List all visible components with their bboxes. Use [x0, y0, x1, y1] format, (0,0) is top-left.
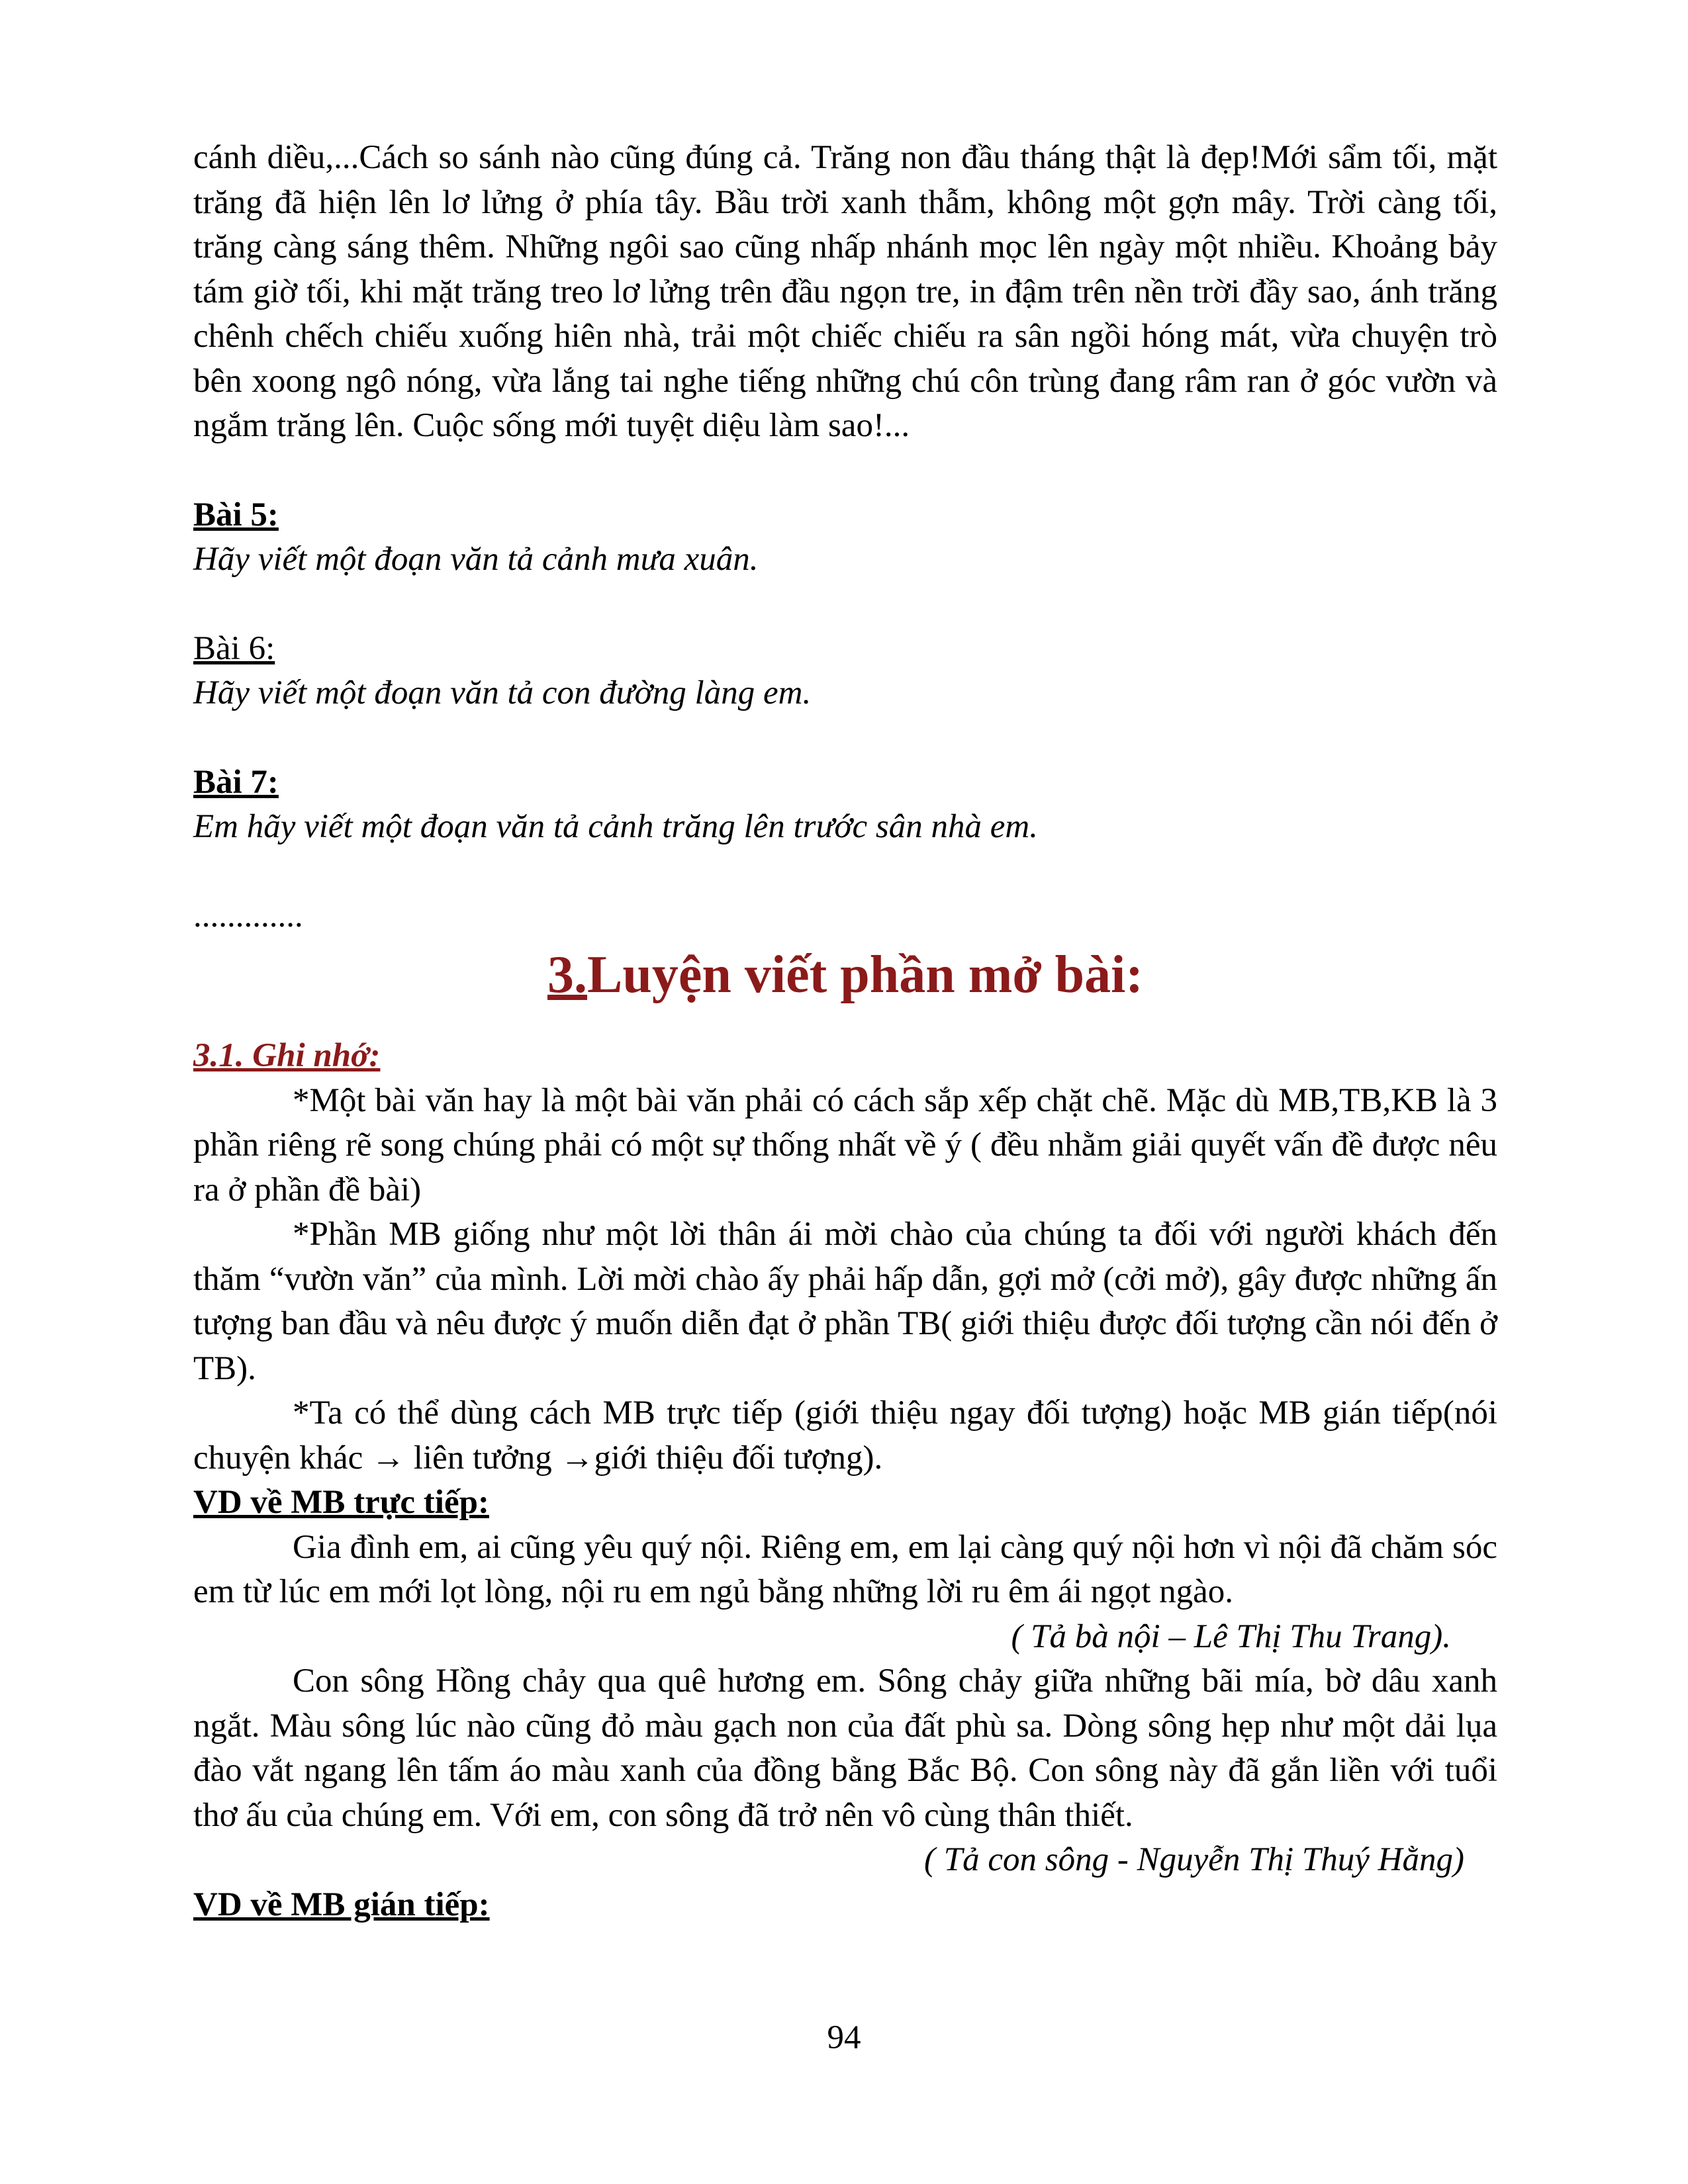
indirect-example-label: VD về MB gián tiếp: — [193, 1886, 490, 1923]
document-page — [193, 136, 1497, 1927]
exercise-6-prompt: Hãy viết một đoạn văn tả con đường làng em. — [193, 674, 812, 711]
intro-paragraph: cánh diều,...Cách so sánh nào cũng đúng cả. Trăng non đầu tháng thật là đẹp!Mới sẩm tối, mặt trăng đã hiện lên lơ lửng ở phía tây. Bầu trời xanh thẫm, không một gợn mây. Trời càng tối, trăng càng sáng thêm. Những ngôi sao cũng nhấp nhánh mọc lên ngày một nhiều. Khoảng bảy tám giờ tối, khi mặt trăng treo lơ lửng trên đầu ngọn tre, in đậm trên nền trời đầy sao, ánh trăng chênh chếch chiếu xuống hiên nhà, trải một chiếc chiếu ra sân ngồi hóng mát, vừa chuyện trò bên xoong ngô nóng, vừa lắng tai nghe tiếng những chú côn trùng đang râm ran ở góc vườn và ngắm trăng lên. Cuộc sống mới tuyệt diệu làm sao!... — [193, 139, 1497, 444]
section-title: Luyện viết phần mở bài: — [587, 946, 1143, 1004]
section-number: 3. — [547, 946, 587, 1004]
exercise-5-prompt: Hãy viết một đoạn văn tả cảnh mưa xuân. — [193, 541, 759, 578]
exercise-7-prompt: Em hãy viết một đoạn văn tả cảnh trăng lên trước sân nhà em. — [193, 808, 1038, 845]
page-number: 94 — [827, 2019, 861, 2056]
note-3: *Ta có thể dùng cách MB trực tiếp (giới thiệu ngay đối tượng) hoặc MB gián tiếp(nói chuyện khác → liên tưởng →giới thiệu đối tượng). — [193, 1394, 1497, 1477]
direct-example-1-citation: ( Tả bà nội – Lê Thị Thu Trang). — [1011, 1617, 1451, 1655]
subsection-label: 3.1. Ghi nhớ: — [193, 1037, 381, 1074]
direct-example-1: Gia đình em, ai cũng yêu quý nội. Riêng em, em lại càng quý nội hơn vì nội đã chăm sóc em từ lúc em mới lọt lòng, nội ru em ngủ bằng những lời ru êm ái ngọt ngào. — [193, 1528, 1497, 1610]
exercise-7-label: Bài 7: — [193, 763, 279, 801]
section-heading — [193, 938, 1497, 1011]
note-2: *Phần MB giống như một lời thân ái mời chào của chúng ta đối với người khách đến thăm “vườn văn” của mình. Lời mời chào ấy phải hấp dẫn, gợi mở (cởi mở), gây được những ấn tượng ban đầu và nêu được ý muốn diễn đạt ở phần TB( giới thiệu được đối tượng cần nói đến ở TB). — [193, 1216, 1497, 1387]
direct-example-label: VD về MB trực tiếp: — [193, 1484, 489, 1521]
exercise-5-label: Bài 5: — [193, 496, 279, 533]
note-1: *Một bài văn hay là một bài văn phải có cách sắp xếp chặt chẽ. Mặc dù MB,TB,KB là 3 phần riêng rẽ song chúng phải có một sự thống nhất về ý ( đều nhằm giải quyết vấn đề được nêu ra ở phần đề bài) — [193, 1081, 1497, 1208]
direct-example-2: Con sông Hồng chảy qua quê hương em. Sông chảy giữa những bãi mía, bờ dâu xanh ngắt. Màu sông lúc nào cũng đỏ màu gạch non của đất phù sa. Dòng sông hẹp như một dải lụa đào vắt ngang lên tấm áo màu xanh của đồng bằng Bắc Bộ. Con sông này đã gắn liền với tuổi thơ ấu của chúng em. Với em, con sông đã trở nên vô cùng thân thiết. — [193, 1662, 1497, 1834]
ellipsis-line: ............. — [193, 897, 303, 934]
exercise-6-label: Bài 6: — [193, 629, 275, 667]
direct-example-2-citation: ( Tả con sông - Nguyễn Thị Thuý Hằng) — [924, 1841, 1464, 1878]
